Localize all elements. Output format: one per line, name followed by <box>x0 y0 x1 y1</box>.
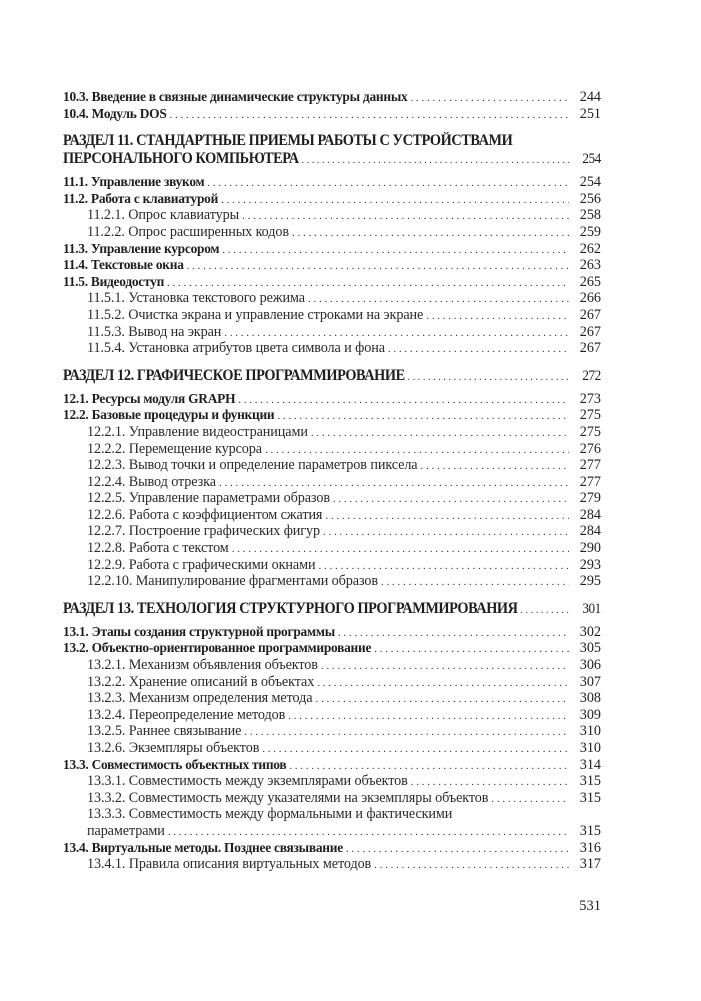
dot-leader <box>292 225 569 242</box>
toc-entry-title: 11.5.1. Установка текстового режима <box>63 290 308 307</box>
dot-leader <box>221 192 569 209</box>
toc-subentry[interactable] <box>63 474 601 491</box>
toc-entry[interactable] <box>63 407 601 424</box>
toc-entry[interactable] <box>63 257 601 274</box>
toc-entry-title: 13.4. Виртуальные методы. Позднее связывание <box>63 840 346 857</box>
toc-entry-title: 12.1. Ресурсы модуля GRAPH <box>63 391 238 408</box>
toc-entry-page: 290 <box>579 540 601 557</box>
dot-leader <box>491 791 569 808</box>
toc-section-11 <box>63 132 601 357</box>
toc-subentry[interactable] <box>63 723 601 740</box>
dot-leader <box>315 691 569 708</box>
toc-subentry[interactable] <box>63 441 601 458</box>
toc-entry-title: 13.2.1. Механизм объявления объектов <box>63 657 321 674</box>
toc-entry-title-line2: параметрами <box>63 823 168 840</box>
toc-subentry[interactable] <box>63 424 601 441</box>
toc-entry-title: 12.2.9. Работа с графическими окнами <box>63 557 318 574</box>
dot-leader <box>408 368 572 386</box>
dot-leader <box>167 275 569 292</box>
dot-leader <box>421 458 570 475</box>
toc-entry-title: 13.2.5. Раннее связывание <box>63 723 244 740</box>
toc-entry[interactable] <box>63 274 601 291</box>
toc-entry-title: 13.2.3. Механизм определения метода <box>63 690 315 707</box>
dot-leader <box>374 641 569 658</box>
section-title: РАЗДЕЛ 12. ГРАФИЧЕСКОЕ ПРОГРАММИРОВАНИЕ <box>63 367 408 385</box>
toc-entry-title: 11.4. Текстовые окна <box>63 257 187 274</box>
toc-entry-title: 13.3.2. Совместимость между указателями на экземпляры объектов <box>63 790 491 807</box>
dot-leader <box>277 408 569 425</box>
toc-entry-title: 11.2.1. Опрос клавиатуры <box>63 207 242 224</box>
toc-entry-title: 13.2. Объектно-ориентированное программирование <box>63 640 374 657</box>
dot-leader <box>333 491 569 508</box>
toc-entry[interactable] <box>63 391 601 408</box>
toc-subentry[interactable] <box>63 457 601 474</box>
toc-entry-page: 266 <box>579 290 601 307</box>
toc-entry-page: 279 <box>579 490 601 507</box>
toc-entry-title: 12.2.4. Вывод отрезка <box>63 474 219 491</box>
toc-subentry[interactable] <box>63 307 601 324</box>
toc-entry-page: 302 <box>579 623 601 640</box>
toc-entry-page: 309 <box>579 706 601 723</box>
toc-entry-page: 273 <box>579 390 601 407</box>
toc-entry-title: 11.5.3. Вывод на экран <box>63 324 224 341</box>
toc-subentry[interactable] <box>63 773 601 790</box>
toc-entry-page: 314 <box>579 756 601 773</box>
dot-leader <box>346 841 569 858</box>
toc-entry-title: 13.3.1. Совместимость между экземплярами объектов <box>63 773 411 790</box>
dot-leader <box>242 208 569 225</box>
toc-entry-page: 306 <box>579 657 601 674</box>
toc-entry-title: 12.2.3. Вывод точки и определение параметров пиксела <box>63 457 421 474</box>
page-number: 531 <box>579 898 601 914</box>
dot-leader <box>224 325 569 342</box>
toc-entry[interactable] <box>63 89 601 106</box>
toc-entry-title: 12.2.6. Работа с коэффициентом сжатия <box>63 507 325 524</box>
dot-leader <box>308 291 569 308</box>
section-title-line2: ПЕРСОНАЛЬНОГО КОМПЬЮТЕРА <box>63 150 302 168</box>
toc-entry-title: 12.2.8. Работа с текстом <box>63 540 232 557</box>
toc-entry-page: 262 <box>579 240 601 257</box>
toc-entry-page: 254 <box>579 174 601 191</box>
toc-entry-title: 11.5.4. Установка атрибутов цвета символа и фона <box>63 340 388 357</box>
toc-entry-page: 267 <box>579 306 601 323</box>
toc-subentry[interactable] <box>63 690 601 707</box>
toc-subentry-wrapped-line1[interactable] <box>63 806 601 823</box>
toc-subentry[interactable] <box>63 740 601 757</box>
section-heading[interactable] <box>63 367 601 385</box>
toc-section-12 <box>63 367 601 590</box>
toc-entry-page: 277 <box>579 473 601 490</box>
toc-section-13 <box>63 600 601 873</box>
toc-entry-title: 13.2.4. Переопределение методов <box>63 707 288 724</box>
toc-subentry-wrapped-line2[interactable] <box>63 823 601 840</box>
toc-entry-title: 13.2.6. Экземпляры объектов <box>63 740 262 757</box>
dot-leader <box>374 857 569 874</box>
dot-leader <box>381 574 569 591</box>
toc-subentry[interactable] <box>63 224 601 241</box>
toc-entry-title: 12.2.5. Управление параметрами образов <box>63 490 333 507</box>
toc-entry-title: 13.3. Совместимость объектных типов <box>63 757 289 774</box>
dot-leader <box>410 90 569 107</box>
toc-entry-page: 284 <box>579 523 601 540</box>
toc-subentry[interactable] <box>63 507 601 524</box>
dot-leader <box>426 308 569 325</box>
dot-leader <box>302 151 572 169</box>
toc-subentry[interactable] <box>63 207 601 224</box>
toc-subentry[interactable] <box>63 324 601 341</box>
toc-entry-page: 293 <box>579 556 601 573</box>
dot-leader <box>219 475 569 492</box>
toc-entry-page: 275 <box>579 423 601 440</box>
toc-entry[interactable] <box>63 174 601 191</box>
toc-entry-page: 317 <box>579 856 601 873</box>
toc-entry[interactable] <box>63 191 601 208</box>
section-heading[interactable] <box>63 600 601 618</box>
section-title-line1: РАЗДЕЛ 11. СТАНДАРТНЫЕ ПРИЕМЫ РАБОТЫ С УСТРОЙСТВАМИ <box>63 132 513 150</box>
dot-leader <box>265 442 569 459</box>
toc-entry-page: 305 <box>579 640 601 657</box>
toc-entry-page: 295 <box>579 573 601 590</box>
toc-subentry[interactable] <box>63 856 601 873</box>
toc-entry-title: 11.5. Видеодоступ <box>63 274 167 291</box>
dot-leader <box>232 541 569 558</box>
dot-leader <box>321 658 569 675</box>
dot-leader <box>388 341 569 358</box>
toc-entry-title: 11.2.2. Опрос расширенных кодов <box>63 224 292 241</box>
toc-entry-title: 11.2. Работа с клавиатурой <box>63 191 221 208</box>
toc-subentry[interactable] <box>63 340 601 357</box>
dot-leader <box>262 741 569 758</box>
dot-leader <box>325 508 569 525</box>
section-heading[interactable] <box>63 132 601 168</box>
toc-subentry[interactable] <box>63 790 601 807</box>
toc-entry-page: 284 <box>579 506 601 523</box>
toc-entry-page: 307 <box>579 673 601 690</box>
toc-entry-page: 244 <box>579 89 601 105</box>
dot-leader <box>338 625 569 642</box>
dot-leader <box>187 258 569 275</box>
toc-entry-page: 258 <box>579 207 601 224</box>
dot-leader <box>244 724 569 741</box>
toc-entry-page: 251 <box>579 105 601 122</box>
toc-entry-page: 263 <box>579 257 601 274</box>
toc-entry-title: 13.2.2. Хранение описаний в объектах <box>63 674 317 691</box>
toc-entry-title: 12.2.2. Перемещение курсора <box>63 441 265 458</box>
toc-entry[interactable] <box>63 624 601 641</box>
toc-entry-page: 315 <box>579 773 601 790</box>
toc-entry-page: 316 <box>579 839 601 856</box>
toc-entry-page: 267 <box>579 323 601 340</box>
dot-leader <box>323 524 569 541</box>
toc-subentry[interactable] <box>63 540 601 557</box>
toc-entry-title: 10.3. Введение в связные динамические структуры данных <box>63 89 410 106</box>
section-page: 301 <box>582 600 601 617</box>
dot-leader <box>311 425 569 442</box>
toc-entry-title: 13.4.1. Правила описания виртуальных методов <box>63 856 374 873</box>
toc-subentry[interactable] <box>63 557 601 574</box>
dot-leader <box>520 601 571 619</box>
toc-entry-page: 315 <box>579 822 601 839</box>
table-of-contents <box>63 89 601 873</box>
toc-subentry[interactable] <box>63 657 601 674</box>
dot-leader <box>288 708 569 725</box>
toc-entry-page: 275 <box>579 407 601 424</box>
toc-entry-title: 10.4. Модуль DOS <box>63 106 170 123</box>
section-page: 254 <box>582 151 601 168</box>
toc-entry[interactable] <box>63 757 601 774</box>
toc-entry[interactable] <box>63 840 601 857</box>
toc-subentry[interactable] <box>63 573 601 590</box>
toc-entry-title: 12.2.10. Манипулирование фрагментами образов <box>63 573 381 590</box>
toc-entry-title: 11.5.2. Очистка экрана и управление строками на экране <box>63 307 426 324</box>
toc-entry-title-line1: 13.3.3. Совместимость между формальными и фактическими <box>63 806 455 823</box>
dot-leader <box>318 558 569 575</box>
toc-subentry[interactable] <box>63 707 601 724</box>
dot-leader <box>411 774 569 791</box>
dot-leader <box>238 392 569 409</box>
dot-leader <box>289 758 569 775</box>
toc-entry-page: 315 <box>579 789 601 806</box>
toc-entry-page: 267 <box>579 340 601 357</box>
toc-entry-page: 310 <box>579 723 601 740</box>
toc-subentry[interactable] <box>63 674 601 691</box>
toc-subentry[interactable] <box>63 523 601 540</box>
dot-leader <box>317 675 569 692</box>
section-page: 272 <box>582 367 601 384</box>
toc-entry[interactable] <box>63 241 601 258</box>
toc-entry-title: 11.3. Управление курсором <box>63 241 222 258</box>
toc-entry[interactable] <box>63 640 601 657</box>
section-title: РАЗДЕЛ 13. ТЕХНОЛОГИЯ СТРУКТУРНОГО ПРОГРАММИРОВАНИЯ <box>63 600 520 618</box>
toc-entry-page: 256 <box>579 190 601 207</box>
dot-leader <box>168 824 569 841</box>
toc-entry-page: 308 <box>579 690 601 707</box>
toc-entry-page: 277 <box>579 457 601 474</box>
toc-entry[interactable] <box>63 106 601 123</box>
toc-entry-page: 265 <box>579 273 601 290</box>
toc-entry-title: 12.2.1. Управление видеостраницами <box>63 424 311 441</box>
toc-entry-page: 259 <box>579 223 601 240</box>
toc-entry-title: 12.2.7. Построение графических фигур <box>63 523 323 540</box>
toc-subentry[interactable] <box>63 290 601 307</box>
dot-leader <box>170 107 569 124</box>
toc-entry-title: 11.1. Управление звуком <box>63 174 207 191</box>
toc-subentry[interactable] <box>63 490 601 507</box>
toc-entry-title: 13.1. Этапы создания структурной программы <box>63 624 338 641</box>
dot-leader <box>222 242 569 259</box>
toc-entry-title: 12.2. Базовые процедуры и функции <box>63 407 277 424</box>
toc-entry-page: 276 <box>579 440 601 457</box>
dot-leader <box>207 175 569 192</box>
toc-entry-page: 310 <box>579 740 601 756</box>
